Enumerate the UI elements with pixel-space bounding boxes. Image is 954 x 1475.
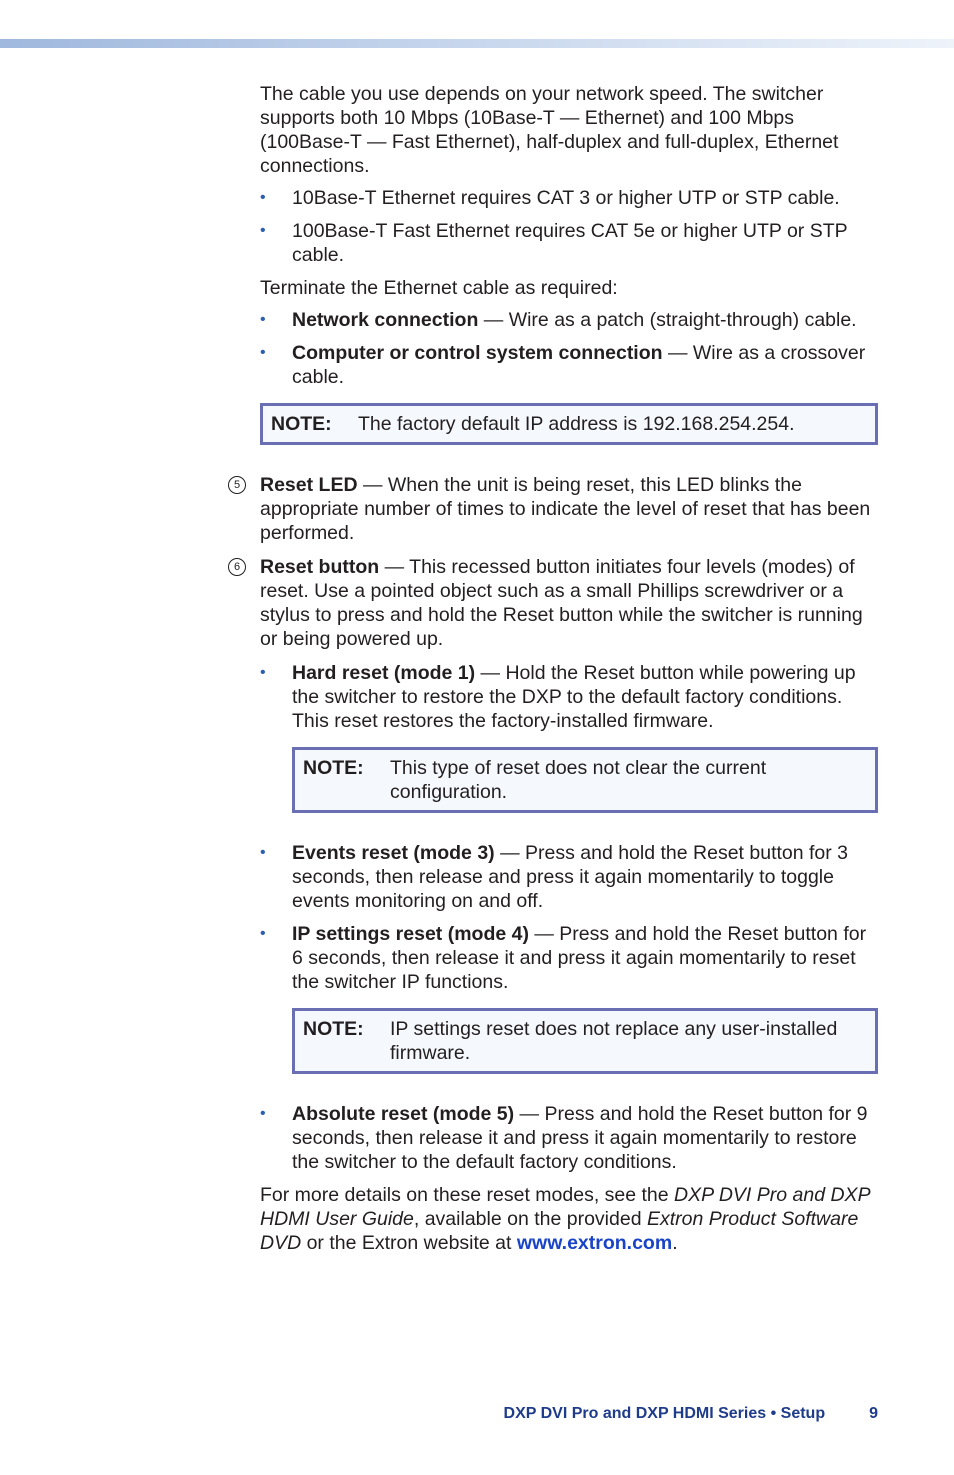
bullet-icon: • bbox=[260, 1105, 266, 1122]
list-item: • 100Base-T Fast Ethernet requires CAT 5e or higher UTP or STP cable. bbox=[260, 220, 848, 266]
header-gradient-bar bbox=[0, 39, 954, 48]
list-item: • Computer or control system connection — Wire as a crossover cable. bbox=[260, 342, 866, 388]
list-item: • Network connection — Wire as a patch (straight-through) cable. bbox=[260, 309, 857, 331]
bullet-icon: • bbox=[260, 222, 266, 239]
extron-website-link[interactable]: www.extron.com bbox=[516, 1232, 673, 1254]
page-content bbox=[233, 82, 878, 1263]
bullet-icon: • bbox=[260, 925, 266, 942]
bullet-icon: • bbox=[260, 311, 266, 328]
note-box-hard-reset bbox=[292, 747, 878, 813]
reset-button-item: 6 Reset button — This recessed button initiates four levels (modes) of reset. Use a pointed object such as a small Phillips screwdriver or a stylus to press and hold the Reset button while the switcher is running or being powered up. bbox=[260, 555, 878, 651]
list-item: • Absolute reset (mode 5) — Press and hold the Reset button for 9 seconds, then release it and press it again momentarily to restore the switcher to the default factory conditions. bbox=[260, 1103, 868, 1173]
list-item: • Events reset (mode 3) — Press and hold the Reset button for 3 seconds, then release and press it again momentarily to toggle events monitoring on and off. bbox=[260, 842, 849, 912]
bullet-icon: • bbox=[260, 664, 266, 681]
note-label: NOTE: bbox=[271, 413, 332, 435]
intro-paragraph: The cable you use depends on your network speed. The switcher supports both 10 Mbps (10Base-T — Ethernet) and 100 Mbps (100Base-T — Fast Ethernet), half-duplex and full-duplex, Ethernet connections. bbox=[260, 83, 839, 177]
page-number: 9 bbox=[869, 1405, 878, 1422]
reset-modes-list bbox=[260, 661, 878, 733]
circled-number-icon: 5 bbox=[228, 476, 246, 494]
footer-title: DXP DVI Pro and DXP HDMI Series • Setup bbox=[503, 1405, 826, 1422]
page-footer bbox=[504, 1405, 878, 1423]
note-text: This type of reset does not clear the current configuration. bbox=[390, 757, 767, 803]
closing-paragraph: For more details on these reset modes, see the DXP DVI Pro and DXP HDMI User Guide, available on the provided Extron Product Software DVD or the Extron website at www.extron.com. bbox=[260, 1184, 870, 1254]
note-text: The factory default IP address is 192.168.254.254. bbox=[358, 413, 795, 435]
bullet-icon: • bbox=[260, 189, 266, 206]
bullet-icon: • bbox=[260, 844, 266, 861]
cable-requirements-list bbox=[260, 186, 878, 267]
note-label: NOTE: bbox=[303, 757, 364, 779]
reset-led-item: 5 Reset LED — When the unit is being reset, this LED blinks the appropriate number of times to indicate the level of reset that has been performed. bbox=[260, 473, 878, 545]
reset-modes-list-final bbox=[260, 1102, 878, 1174]
bullet-icon: • bbox=[260, 344, 266, 361]
note-box-ip-reset bbox=[292, 1008, 878, 1074]
note-label: NOTE: bbox=[303, 1018, 364, 1040]
terminate-paragraph: Terminate the Ethernet cable as required: bbox=[260, 277, 618, 299]
circled-number-icon: 6 bbox=[228, 558, 246, 576]
termination-list bbox=[260, 308, 878, 389]
list-item: • Hard reset (mode 1) — Hold the Reset button while powering up the switcher to restore the DXP to the default factory conditions. This reset restores the factory-installed firmware. bbox=[260, 662, 856, 732]
note-box-ip-address bbox=[260, 403, 878, 445]
note-text: IP settings reset does not replace any user-installed firmware. bbox=[390, 1018, 838, 1064]
reset-modes-list-continued bbox=[260, 841, 878, 994]
list-item: • IP settings reset (mode 4) — Press and hold the Reset button for 6 seconds, then release it and press it again momentarily to reset the switcher IP functions. bbox=[260, 923, 867, 993]
list-item: • 10Base-T Ethernet requires CAT 3 or higher UTP or STP cable. bbox=[260, 187, 840, 209]
